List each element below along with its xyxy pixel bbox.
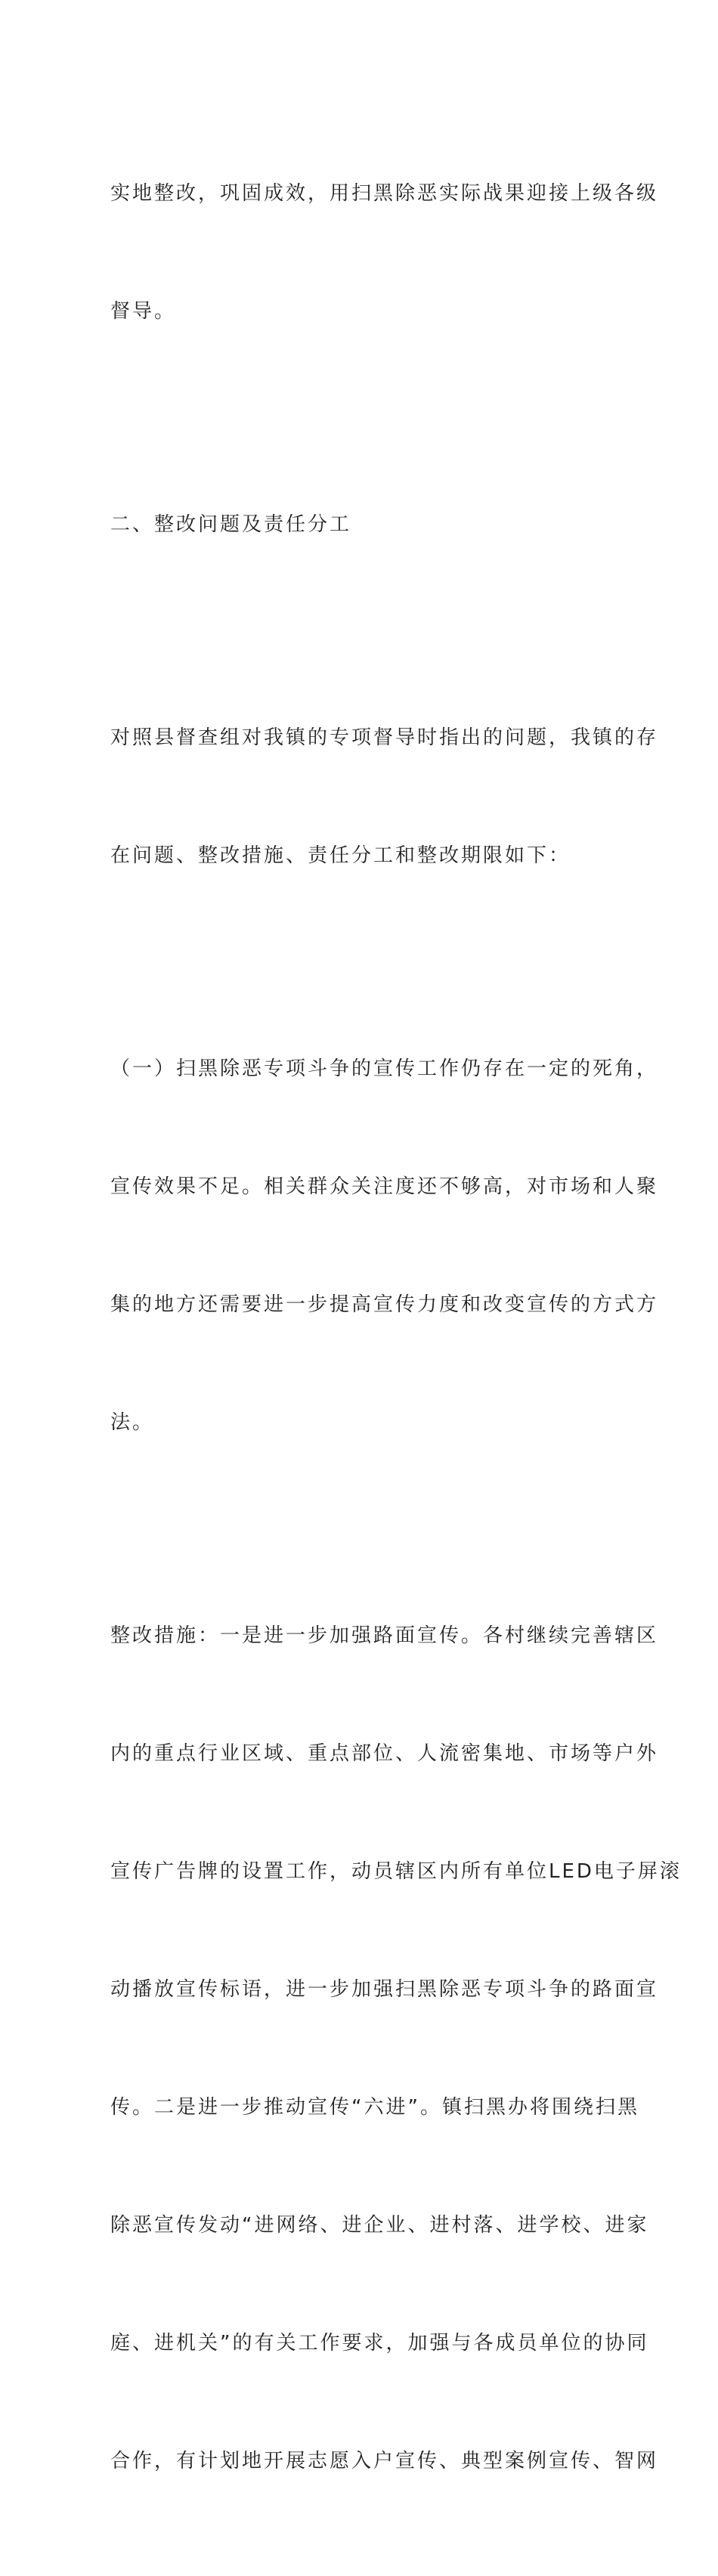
- text-line: 除恶宣传发动“进网络、进企业、进村落、进学校、进家: [110, 2214, 649, 2237]
- text-line: 宣传广告牌的设置工作，动员辖区内所有单位LED电子屏滚: [110, 1860, 682, 1883]
- paragraph-continuation: [110, 95, 659, 410]
- document-body: [110, 95, 682, 2576]
- text-line: 合作，有计划地开展志愿入户宣传、典型案例宣传、智网: [110, 2450, 659, 2472]
- text-line: 对照县督查组对我镇的专项督导时指出的问题，我镇的存: [110, 726, 659, 749]
- text-line: 法。: [110, 1411, 155, 1434]
- text-line: 内的重点行业区域、重点部位、人流密集地、市场等户外: [110, 1742, 659, 1765]
- text-line: 庭、进机关”的有关工作要求，加强与各成员单位的协同: [110, 2332, 649, 2355]
- paragraph-measures-1: [110, 1537, 682, 2559]
- text-line: （一）扫黑除恶专项斗争的宣传工作仍存在一定的死角，: [110, 1057, 659, 1080]
- text-line: 集的地方还需要进一步提高宣传力度和改变宣传的方式方: [110, 1293, 659, 1316]
- paragraph-problem-1: [110, 971, 659, 1521]
- paragraph-intro: [110, 639, 659, 954]
- heading-text: 二、整改问题及责任分工: [110, 513, 352, 536]
- text-line: 实地整改，巩固成效，用扫黑除恶实际战果迎接上级各级: [110, 182, 659, 205]
- text-line: 在问题、整改措施、责任分工和整改期限如下：: [110, 844, 571, 867]
- text-line: 整改措施：一是进一步加强路面宣传。各村继续完善辖区: [110, 1624, 659, 1647]
- text-line: 宣传效果不足。相关群众关注度还不够高，对市场和人聚: [110, 1175, 659, 1198]
- text-line: 动播放宣传标语，进一步加强扫黑除恶专项斗争的路面宣: [110, 1978, 659, 2001]
- section-heading: [110, 426, 615, 623]
- text-line: 督导。: [110, 300, 177, 323]
- text-line: 传。二是进一步推动宣传“六进”。镇扫黑办将围绕扫黑: [110, 2096, 639, 2119]
